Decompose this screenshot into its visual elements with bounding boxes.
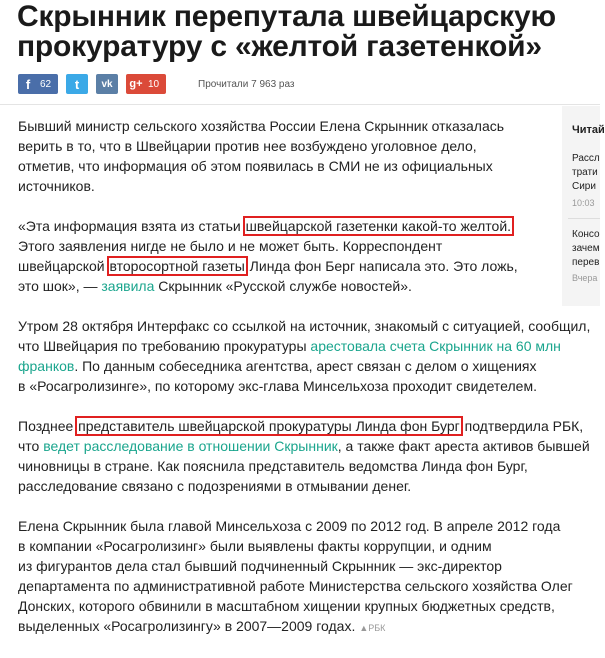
text-line: отметив, что информация об этом появилась в СМИ не из официальных bbox=[18, 158, 493, 174]
text-fragment: Позднее bbox=[18, 418, 78, 434]
google-plus-share-button[interactable] bbox=[126, 74, 166, 94]
facebook-share-count: 62 bbox=[40, 78, 52, 90]
text-line: Донских, которого обвинили в масштабном хищении крупных бюджетных средств, bbox=[18, 598, 555, 614]
text-line: в «Росагролизинге», по которому экс-глава Минсельхоза проходит свидетелем. bbox=[18, 378, 537, 394]
article-paragraph bbox=[18, 516, 596, 638]
highlighted-quote: второсортной газеты bbox=[109, 258, 245, 274]
sidebar-news-line: трати bbox=[572, 167, 598, 178]
text-fragment: . По данным собеседника агентства, арест связан с делом о хищениях bbox=[74, 358, 537, 374]
text-line: Этого заявления нигде не было и не может быть. Корреспондент bbox=[18, 238, 443, 254]
text-fragment: что Швейцария по требованию прокуратуры bbox=[18, 338, 311, 354]
text-line: расследование связано с подозрениями в отмывании денег. bbox=[18, 478, 412, 494]
article-headline bbox=[17, 2, 597, 62]
rbc-source-icon: ▲РБК bbox=[359, 623, 386, 633]
google-plus-share-count: 10 bbox=[148, 78, 160, 90]
article-paragraph bbox=[18, 116, 596, 196]
text-line: верить в то, что в Швейцарии против нее возбуждено уголовное дело, bbox=[18, 138, 477, 154]
headline-line: прокуратуру с «желтой газетенкой» bbox=[17, 30, 542, 63]
text-fragment: подтвердила РБК, bbox=[460, 418, 584, 434]
text-line: в компании «Росагролизинг» были выявлены факты коррупции, и одним bbox=[18, 538, 492, 554]
article-paragraph bbox=[18, 216, 596, 296]
text-line bbox=[18, 416, 596, 436]
accounts-arrest-link[interactable]: франков bbox=[18, 358, 75, 374]
sidebar-news-line: зачем bbox=[572, 243, 600, 254]
text-line: из фигурантов дела стал бывший подчиненный Скрынник — экс-директор bbox=[18, 558, 502, 574]
header-divider bbox=[0, 104, 600, 105]
text-fragment: Скрынник «Русской службе новостей». bbox=[154, 278, 412, 294]
sidebar-news-time: Вчера bbox=[572, 273, 598, 283]
text-line: Елена Скрынник была главой Минсельхоза с 2009 по 2012 год. В апреле 2012 года bbox=[18, 518, 561, 534]
text-fragment: Линда фон Берг написала это. Это ложь, bbox=[245, 258, 518, 274]
highlighted-quote: швейцарской газетенки какой-то желтой. bbox=[245, 218, 512, 234]
investigation-link[interactable]: ведет расследование в отношении Скрынник bbox=[43, 438, 338, 454]
text-fragment: выделенных «Росагролизингу» в 2007—2009 годах. bbox=[18, 618, 356, 634]
text-line: чиновницы в стране. Как пояснила представитель ведомства Линда фон Бург, bbox=[18, 458, 528, 474]
text-fragment: , а также факт ареста активов бывшей bbox=[337, 438, 590, 454]
sidebar-news-line: Расcл bbox=[572, 153, 600, 164]
text-line: департамента по административной работе Министерства сельского хозяйства Олег bbox=[18, 578, 573, 594]
twitter-icon: t bbox=[74, 76, 80, 92]
sidebar-news-line: Консо bbox=[572, 229, 600, 240]
article-body bbox=[18, 116, 596, 658]
text-line bbox=[18, 276, 596, 296]
text-fragment: швейцарской bbox=[18, 258, 109, 274]
text-fragment: что bbox=[18, 438, 44, 454]
vk-share-button[interactable] bbox=[96, 74, 118, 94]
sidebar-heading: Читай bbox=[572, 124, 605, 136]
text-line: Бывший министр сельского хозяйства России Елена Скрынник отказалась bbox=[18, 118, 505, 134]
sidebar-news-line: Сири bbox=[572, 181, 596, 192]
text-line bbox=[18, 216, 596, 236]
accounts-arrest-link[interactable]: арестовала счета Скрынник на 60 млн bbox=[310, 338, 561, 354]
text-fragment: это шок», — bbox=[18, 278, 102, 294]
twitter-share-button[interactable] bbox=[66, 74, 88, 94]
text-line: Утром 28 октября Интерфакс со ссылкой на источник, знакомый с ситуацией, сообщил, bbox=[18, 318, 591, 334]
vk-icon: vk bbox=[101, 78, 113, 90]
text-line bbox=[18, 436, 596, 456]
google-plus-icon: g+ bbox=[129, 78, 143, 90]
article-paragraph bbox=[18, 316, 596, 396]
share-bar bbox=[18, 74, 295, 94]
headline-line: Скрынник перепутала швейцарскую bbox=[17, 0, 556, 33]
source-link[interactable]: заявила bbox=[101, 278, 155, 294]
read-count: Прочитали 7 963 раз bbox=[198, 78, 295, 90]
text-line bbox=[18, 616, 596, 638]
facebook-share-button[interactable] bbox=[18, 74, 58, 94]
sidebar-news-line: перев bbox=[572, 257, 600, 268]
text-line bbox=[18, 256, 596, 276]
article-paragraph bbox=[18, 416, 596, 496]
text-line bbox=[18, 336, 596, 356]
text-line bbox=[18, 356, 596, 376]
text-fragment: «Эта информация взята из статьи bbox=[18, 218, 245, 234]
highlighted-quote: представитель швейцарской прокуратуры Линда фон Бург bbox=[78, 418, 460, 434]
text-line: источников. bbox=[18, 178, 95, 194]
sidebar-news-time: 10:03 bbox=[572, 198, 595, 208]
facebook-icon: f bbox=[25, 76, 31, 92]
